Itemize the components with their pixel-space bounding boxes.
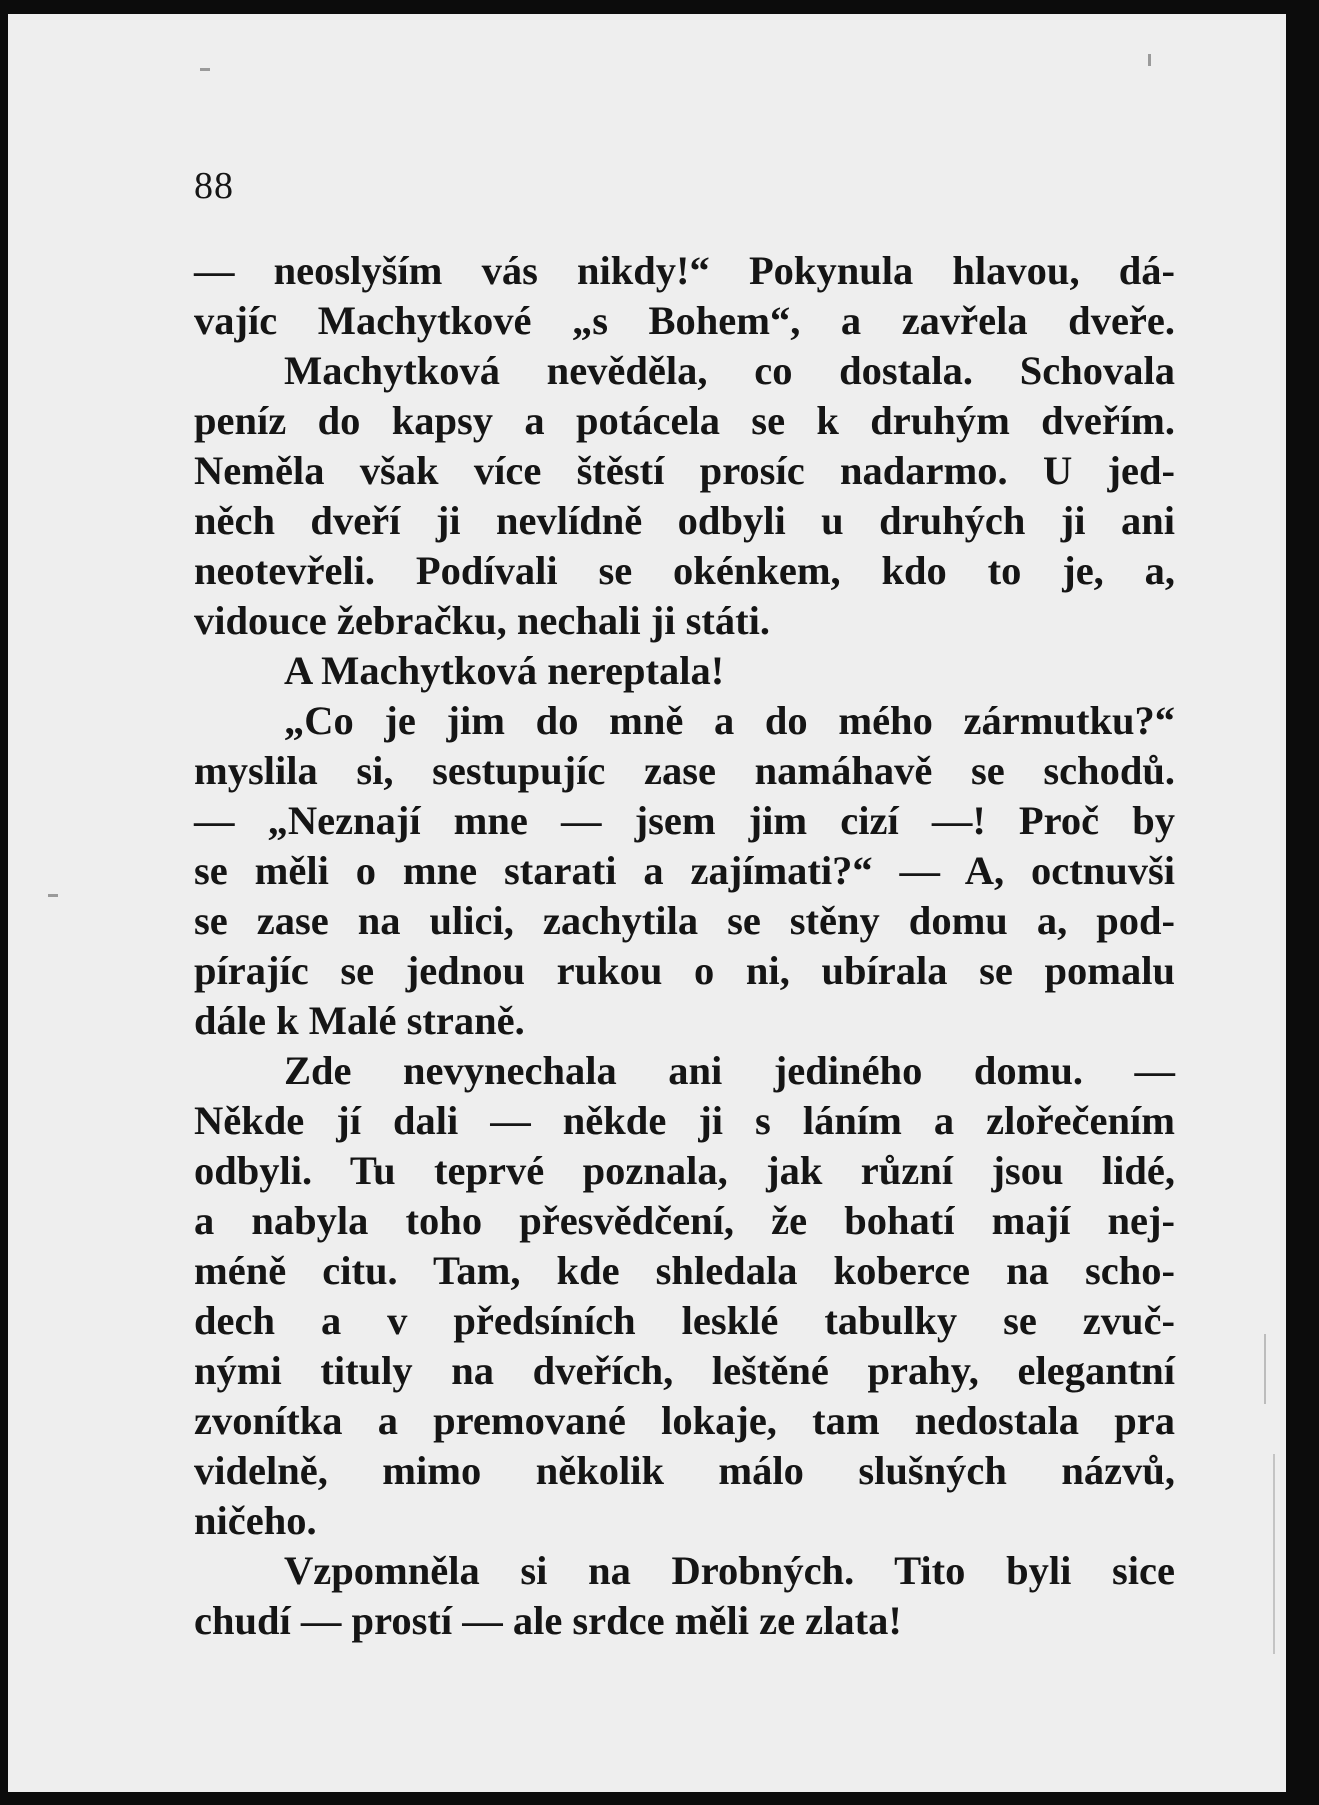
- text-line: něch dveří ji nevlídně odbyli u druhých ji ani: [194, 498, 1175, 543]
- text-line: peníz do kapsy a potácela se k druhým dveřím.: [194, 398, 1175, 443]
- page-number: 88: [194, 165, 234, 207]
- book-page: [8, 14, 1286, 1792]
- text-line: A Machytková nereptala!: [284, 648, 725, 693]
- scan-speck: [48, 894, 58, 897]
- text-line: dech a v předsíních lesklé tabulky se zvuč-: [194, 1298, 1175, 1343]
- text-line: Neměla však více štěstí prosíc nadarmo. U jed-: [194, 448, 1175, 493]
- text-line: — „Neznají mne — jsem jim cizí —! Proč by: [194, 798, 1175, 843]
- text-line: ničeho.: [194, 1498, 317, 1543]
- text-line: se zase na ulici, zachytila se stěny domu a, pod-: [194, 898, 1175, 943]
- text-line: — neoslyším vás nikdy!“ Pokynula hlavou, dá-: [194, 248, 1175, 293]
- text-line: dále k Malé straně.: [194, 998, 525, 1043]
- text-line: Machytková nevěděla, co dostala. Schovala: [284, 348, 1175, 393]
- scan-speck: [1273, 1454, 1275, 1654]
- text-line: se měli o mne starati a zajímati?“ — A, octnuvši: [194, 848, 1175, 893]
- scan-speck: [1148, 54, 1151, 66]
- text-line: Zde nevynechala ani jediného domu. —: [284, 1048, 1175, 1093]
- text-line: myslila si, sestupujíc zase namáhavě se schodů.: [194, 748, 1175, 793]
- text-line: „Co je jim do mně a do mého zármutku?“: [284, 698, 1175, 743]
- text-line: vidouce žebračku, nechali ji státi.: [194, 598, 770, 643]
- text-line: chudí — prostí — ale srdce měli ze zlata!: [194, 1598, 902, 1643]
- text-line: neotevřeli. Podívali se okénkem, kdo to je, a,: [194, 548, 1175, 593]
- text-line: a nabyla toho přesvědčení, že bohatí mají nej-: [194, 1198, 1175, 1243]
- text-line: zvonítka a premované lokaje, tam nedostala pra: [194, 1398, 1175, 1443]
- scan-speck: [200, 68, 210, 71]
- body-text: [194, 246, 1175, 1646]
- text-line: pírajíc se jednou rukou o ni, ubírala se pomalu: [194, 948, 1175, 993]
- scan-speck: [1264, 1334, 1266, 1404]
- text-line: nými tituly na dveřích, leštěné prahy, elegantní: [194, 1348, 1175, 1393]
- text-line: Vzpomněla si na Drobných. Tito byli sice: [284, 1548, 1175, 1593]
- text-line: vajíc Machytkové „s Bohem“, a zavřela dveře.: [194, 298, 1175, 343]
- text-line: Někde jí dali — někde ji s láním a zlořečením: [194, 1098, 1175, 1143]
- text-line: videlně, mimo několik málo slušných názvů,: [194, 1448, 1175, 1493]
- text-line: odbyli. Tu teprvé poznala, jak různí jsou lidé,: [194, 1148, 1175, 1193]
- text-line: méně citu. Tam, kde shledala koberce na scho-: [194, 1248, 1175, 1293]
